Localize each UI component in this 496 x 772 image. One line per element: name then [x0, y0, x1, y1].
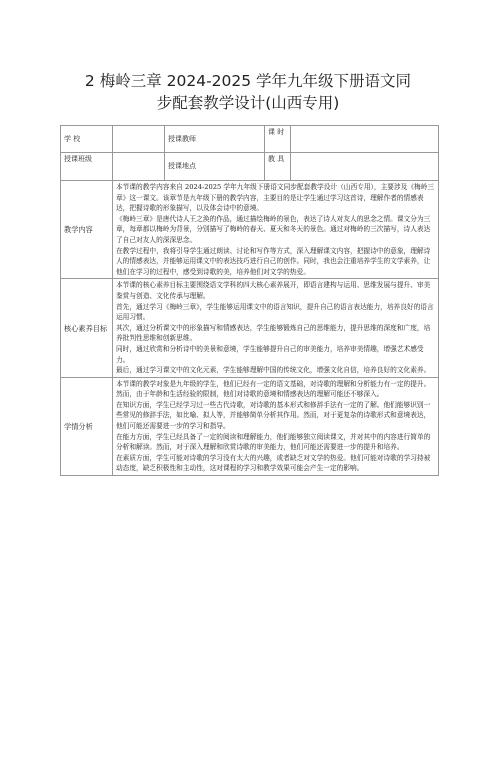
content-paragraph: 在教学过程中，我将引导学生通过朗读、讨论和写作等方式，深入理解课文内容，把握诗中的意象，理解诗人的情感表达，并能够运用课文中的表达技巧进行自己的创作。同时，我也会注重培养学生的文学素养，让他们在学习的过程中，感受到诗歌的美，培养他们对文学的热爱。 [116, 246, 431, 276]
analysis-paragraph: 在素质方面，学生可能对诗歌的学习没有太大的兴趣，或者缺乏对文学的热爱。他们可能对诗歌的学习持被动态度，缺乏积极性和主动性，这对课程的学习和教学效果可能会产生一定的影响。 [116, 453, 431, 473]
analysis-paragraph: 在能力方面，学生已经具备了一定的阅读和理解能力，他们能够独立阅读课文，并对其中的内容进行简单的分析和解读。然而，对于深入理解和欣赏诗歌的审美能力，他们可能还需要进一步的提升和培养。 [116, 432, 431, 452]
goals-paragraph: 首先，通过学习《梅岭三章》，学生能够运用课文中的语言知识，提升自己的语言表达能力，培养良好的语言运用习惯。 [116, 302, 434, 322]
content-paragraph: 《梅岭三章》是唐代诗人王之涣的作品，通过描绘梅岭的景色，表达了诗人对友人的思念之情。课文分为三章，每章都以梅岭为背景，分别描写了梅岭的春天、夏天和冬天的景色。通过对梅岭的三次描写，诗人表达了自己对友人的深深思念。 [116, 214, 431, 244]
section-row-analysis [61, 377, 439, 475]
section-body-content [113, 181, 439, 279]
header-row-1 [61, 126, 439, 153]
section-label-goals: 核心素养目标 [61, 279, 113, 377]
section-row-content [61, 181, 439, 279]
section-label-analysis: 学情分析 [61, 377, 113, 475]
goals-paragraph: 本节课的核心素养目标主要围绕语文学科的四大核心素养展开，即语言建构与运用、思维发展与提升、审美鉴赏与创造、文化传承与理解。 [116, 281, 431, 300]
class-label: 授课班级 [61, 153, 113, 181]
place-label: 授课地点 [165, 153, 265, 181]
tools-value [291, 153, 439, 181]
school-label: 学 校 [61, 126, 113, 153]
header-row-2 [61, 153, 439, 181]
section-body-goals [113, 279, 439, 377]
document-title [0, 70, 496, 114]
goals-paragraph: 最后，通过学习课文中的文化元素，学生能够理解中国的传统文化，增强文化自信，培养良好的文化素养。 [116, 366, 431, 375]
hours-value [291, 126, 439, 153]
lesson-plan-table [60, 125, 439, 476]
content-paragraph: 本节课的教学内容来自 2024-2025 学年九年级下册语文同步配套教学设计（山西专用），主要涉及《梅岭三章》这一课文。该章节是九年级下册的教学内容，主要目的是让学生通过学习这首诗，理解作者的情感表达，把握诗歌的形象描写，以及体会诗中的意境。 [116, 183, 435, 213]
tools-label: 教 具 [265, 153, 291, 181]
section-label-content: 教学内容 [61, 181, 113, 279]
goals-paragraph: 同时，通过欣赏和分析诗中的美景和意境，学生能够提升自己的审美能力，培养审美情趣，增强艺术感受力。 [116, 344, 424, 364]
school-value [113, 126, 165, 153]
hours-label: 课 时 [265, 126, 291, 153]
teacher-label: 授课教师 [165, 126, 265, 153]
analysis-paragraph: 在知识方面，学生已经学习过一些古代诗歌，对诗歌的基本形式和修辞手法有一定的了解。他们能够识别一些常见的修辞手法，如比喻、拟人等，并能够简单分析其作用。然而，对于更复杂的诗歌形式和意境表达，他们可能还需要进一步的学习和指导。 [116, 400, 431, 431]
title-line-1: 2 梅岭三章 2024-2025 学年九年级下册语文同 [84, 72, 412, 90]
section-body-analysis [113, 377, 439, 475]
title-line-2: 步配套教学设计(山西专用) [156, 94, 340, 112]
class-value [113, 153, 165, 181]
section-row-goals [61, 279, 439, 377]
goals-paragraph: 其次，通过分析课文中的形象描写和情感表达，学生能够锻炼自己的思维能力，提升思维的深度和广度，培养批判性思维和创新思维。 [116, 323, 431, 343]
analysis-paragraph: 本节课的教学对象是九年级的学生，他们已经有一定的语文基础，对诗歌的理解和分析能力有一定的提升。然而，由于年龄和生活经验的限制，他们对诗歌的意境和情感表达的理解可能还不够深入。 [116, 379, 431, 399]
